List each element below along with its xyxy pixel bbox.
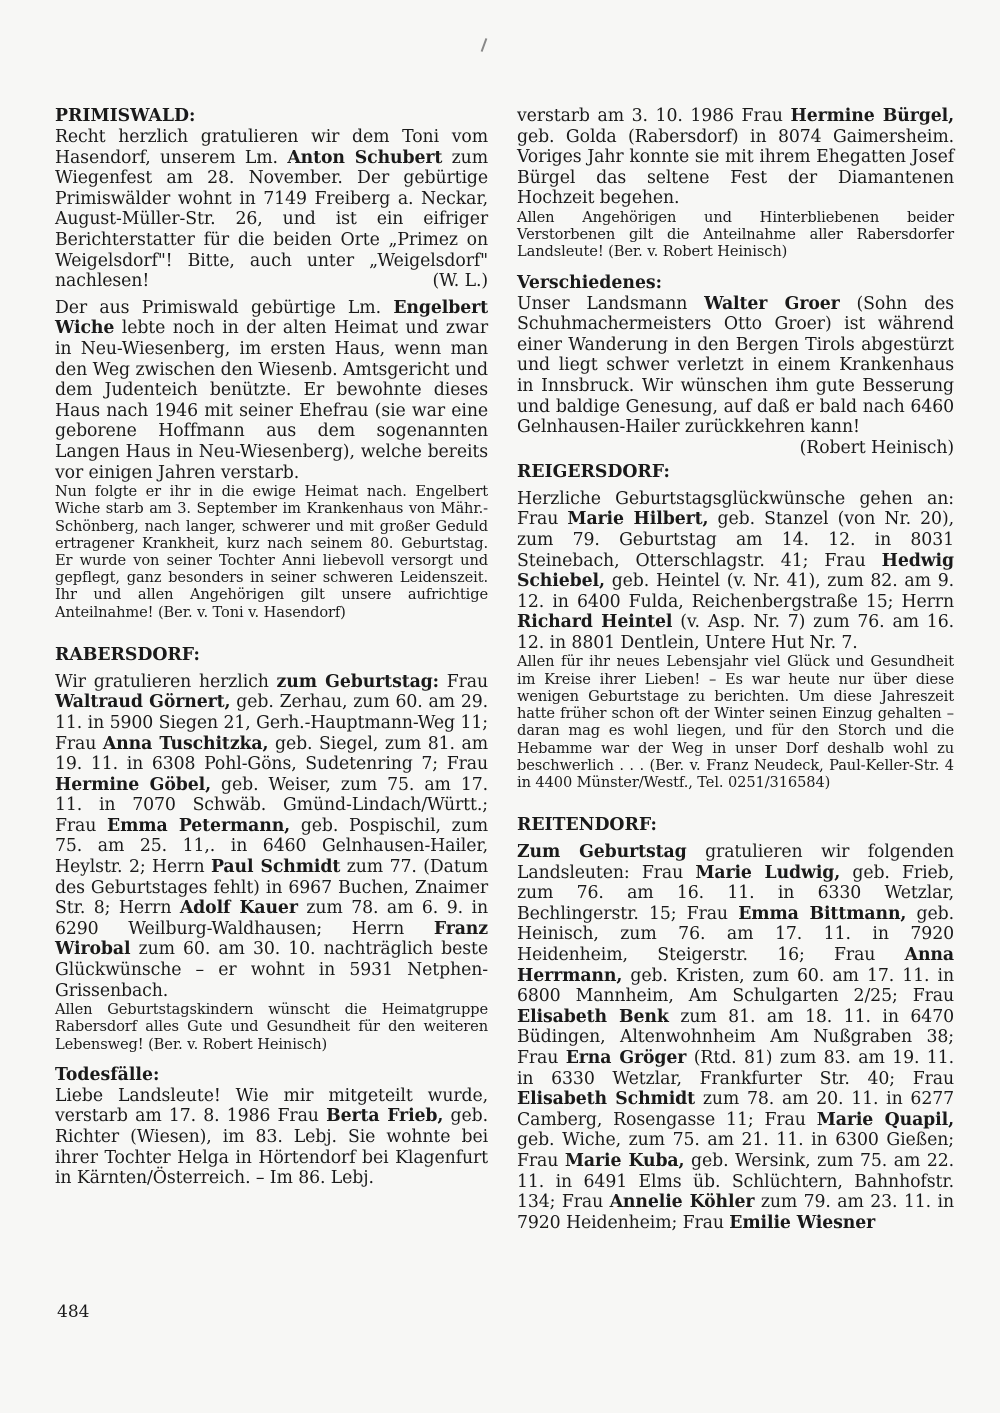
name-highlight: Marie Hilbert,: [567, 509, 709, 530]
name-highlight: Paul Schmidt: [211, 857, 341, 878]
primiswald-paragraph-1: Recht herzlich gratulieren wir dem Toni vom Hasendorf, unserem Lm. Anton Schubert zum Wiegenfest am 28. November. Der gebürtige Primiswälder wohnt in 7149 Freiberg a. Neckar, August-Müller-Str. 26, und ist ein eifriger Berichterstatter für die beiden Orte „Primez on Weigelsdorf"! Bitte, auch unter „Weigelsdorf" nachlesen! (W. L.): [55, 127, 488, 292]
rabersdorf-continued-paragraph-2: Allen Angehörigen und Hinterbliebenen beider Verstorbenen gilt die Anteilnahme aller Rabersdorfer Landsleute! (Ber. v. Robert Heinisch): [517, 208, 954, 261]
rabersdorf-paragraph-1: Wir gratulieren herzlich zum Geburtstag: Frau Waltraud Görnert, geb. Zerhau, zum 60. am 29. 11. in 5900 Siegen 21, Gerh.-Hauptmann-Weg 11; Frau Anna Tuschitzka, geb. Siegel, zum 81. am 19. 11. in 6308 Pohl-Göns, Sudetenring 7; Frau Hermine Göbel, geb. Weiser, zum 75. am 17. 11. in 7070 Schwäb. Gmünd-Lindach/Württ.; Frau Emma Petermann, geb. Pospischil, zum 75. am 25. 11,. in 6460 Gelnhausen-Hailer, Heylstr. 2; Herrn Paul Schmidt zum 77. (Datum des Geburtstages fehlt) in 6967 Buchen, Znaimer Str. 8; Herrn Adolf Kauer zum 78. am 6. 9. in 6290 Weilburg-Waldhausen; Herrn Franz Wirobal zum 60. am 30. 10. nachträglich beste Glückwünsche – er wohnt in 5931 Netphen-Grissenbach.: [55, 671, 489, 1001]
name-highlight: Emma Bittmann,: [738, 903, 907, 924]
name-highlight: Hermine Göbel,: [55, 774, 212, 795]
name-highlight: Berta Frieb,: [326, 1106, 444, 1127]
name-highlight: Adolf Kauer: [179, 898, 298, 919]
rabersdorf-continued-paragraph-1: verstarb am 3. 10. 1986 Frau Hermine Bürgel, geb. Golda (Rabersdorf) in 8074 Gaimersheim. Voriges Jahr konnte sie mit ihrem Ehegatten Josef Bürgel das seltene Fest der Diamantenen Hochzeit begehen.: [517, 106, 954, 209]
name-highlight: Elisabeth Schmidt: [517, 1089, 696, 1110]
name-highlight: Zum Geburtstag: [517, 842, 687, 863]
name-highlight: Emma Petermann,: [107, 815, 291, 836]
name-highlight: Emilie Wiesner: [729, 1212, 876, 1233]
rabersdorf-paragraph-2: Allen Geburtstagskindern wünscht die Heimatgruppe Rabersdorf alles Gute und Gesundheit für den weiteren Lebensweg! (Ber. v. Robert Heinisch): [55, 1001, 488, 1053]
reigersdorf-paragraph-1: Herzliche Geburtstagsglückwünsche gehen an: Frau Marie Hilbert, geb. Stanzel (von Nr. 20), zum 79. Geburtstag am 14. 12. in 8031 Steinebach, Otterschlagstr. 41; Frau Hedwig Schiebel, geb. Heintel (v. Nr. 41), zum 82. am 9. 12. in 6400 Fulda, Reichenbergstraße 15; Herrn Richard Heintel (v. Asp. Nr. 7) zum 76. am 16. 12. in 8801 Dentlein, Untere Hut Nr. 7.: [517, 488, 954, 653]
name-highlight: Hermine Bürgel,: [790, 106, 954, 126]
name-highlight: Anna Herrmann,: [517, 945, 954, 986]
section-heading-primiswald: PRIMISWALD:: [55, 106, 196, 126]
page-number: 484: [57, 1302, 90, 1322]
name-highlight: Engelbert Wiche: [55, 297, 488, 339]
name-highlight: Marie Quapil,: [816, 1109, 954, 1130]
name-highlight: Annelie Köhler: [609, 1192, 755, 1213]
primiswald-paragraph-2: Der aus Primiswald gebürtige Lm. Engelbert Wiche lebte noch in der alten Heimat und zwar in Neu-Wiesenberg, im ersten Haus, wenn man den Weg zwischen den Wiesenb. Amtsgericht und dem Judenteich benützte. Er bewohnte dieses Haus nach 1946 mit seiner Ehefrau (sie war eine geborene Hoffmann aus dem sogenannten Langen Haus in Neu-Wiesenberg), welche bereits vor einigen Jahren verstarb.: [55, 297, 488, 483]
signature: (W. L.): [432, 271, 488, 292]
reigersdorf-paragraph-2: Allen für ihr neues Lebensjahr viel Glück und Gesundheit im Kreise ihrer Lieben! – Es war heute nur über diese wenigen Geburtstage zu berichten. Um diese Jahreszeit hatte früher schon oft der Winter seinen Einzug gehalten – daran mag es wohl liegen, und für den Storch und die Hebamme war der Weg in unser Dorf deshalb wohl zu beschwerlich . . . (Ber. v. Franz Neudeck, Paul-Keller-Str. 4 in 4400 Münster/Westf., Tel. 0251/316584): [517, 653, 954, 791]
name-highlight: Hedwig Schiebel,: [517, 550, 954, 592]
signature: (Robert Heinisch): [799, 437, 954, 458]
name-highlight: Franz Wirobal: [55, 918, 488, 960]
subheading-verschiedenes: Verschiedenes:: [517, 272, 663, 293]
name-highlight: Walter Groer: [704, 293, 840, 314]
name-highlight: Anna Tuschitzka,: [102, 733, 269, 754]
todesfaelle-paragraph: Liebe Landsleute! Wie mir mitgeteilt wurde, verstarb am 17. 8. 1986 Frau Berta Frieb, geb. Richter (Wiesen), im 83. Lebj. Sie wohnte bei ihrer Tochter Helga in Hörtendorf bei Klagenfurt in Kärnten/Österreich. – Im 86. Lebj.: [55, 1085, 488, 1189]
verschiedenes-paragraph: Unser Landsmann Walter Groer (Sohn des Schuhmachermeisters Otto Groer) ist während einer Wanderung in den Bergen Tirols abgestürzt und liegt schwer verletzt in einem Krankenhaus in Innsbruck. Wir wünschen ihm gute Besserung und baldige Genesung, auf daß er bald nach 6460 Gelnhausen-Hailer zurückkehren kann! (Robert Heinisch): [517, 293, 955, 458]
name-highlight: Waltraud Görnert,: [55, 692, 231, 713]
name-highlight: Richard Heintel: [517, 612, 673, 633]
right-column: [517, 106, 954, 1233]
subheading-todesfaelle: Todesfälle:: [55, 1064, 160, 1085]
section-heading-rabersdorf: RABERSDORF:: [55, 644, 200, 665]
name-highlight: Marie Kuba,: [564, 1151, 685, 1172]
name-highlight: Elisabeth Benk: [517, 1006, 669, 1027]
reitendorf-paragraph: Zum Geburtstag gratulieren wir folgenden Landsleuten: Frau Marie Ludwig, geb. Frieb, zum 76. am 16. 11. in 6330 Wetzlar, Bechlingerstr. 15; Frau Emma Bittmann, geb. Heinisch, zum 76. am 17. 11. in 7920 Heidenheim, Steigerstr. 16; Frau Anna Herrmann, geb. Kristen, zum 60. am 17. 11. in 6800 Mannheim, Am Schulgarten 2/25; Frau Elisabeth Benk zum 81. am 18. 11. in 6470 Büdingen, Altenwohnheim Am Nußgraben 38; Frau Erna Gröger (Rtd. 81) zum 83. am 19. 11. in 6330 Wetzlar, Frankfurter Str. 40; Frau Elisabeth Schmidt zum 78. am 20. 11. in 6277 Camberg, Rosengasse 11; Frau Marie Quapil, geb. Wiche, zum 75. am 21. 11. in 6300 Gießen; Frau Marie Kuba, geb. Wersink, zum 75. am 22. 11. in 6491 Elms üb. Schlüchtern, Bahnhofstr. 134; Frau Annelie Köhler zum 79. am 23. 11. in 7920 Heidenheim; Frau Emilie Wiesner: [517, 842, 955, 1233]
name-highlight: Anton Schubert: [287, 147, 443, 168]
name-highlight: Erna Gröger: [565, 1048, 687, 1069]
name-highlight: Marie Ludwig,: [695, 862, 841, 883]
pen-mark: [481, 38, 488, 52]
section-heading-reigersdorf: REIGERSDORF:: [517, 461, 670, 482]
name-highlight: zum Geburtstag:: [276, 671, 439, 692]
section-heading-reitendorf: REITENDORF:: [517, 815, 657, 836]
left-column: [55, 106, 488, 1189]
primiswald-paragraph-3: Nun folgte er ihr in die ewige Heimat nach. Engelbert Wiche starb am 3. September im Krankenhaus von Mähr.-Schönberg, nach langer, schwerer und mit großer Geduld ertragener Krankheit, kurz nach seinem 80. Geburtstag. Er wurde von seiner Tochter Anni liebevoll versorgt und gepflegt, ganz besonders in seiner schweren Leidenszeit. Ihr und allen Angehörigen gilt unsere aufrichtige Anteilnahme! (Ber. v. Toni v. Hasendorf): [55, 483, 488, 621]
